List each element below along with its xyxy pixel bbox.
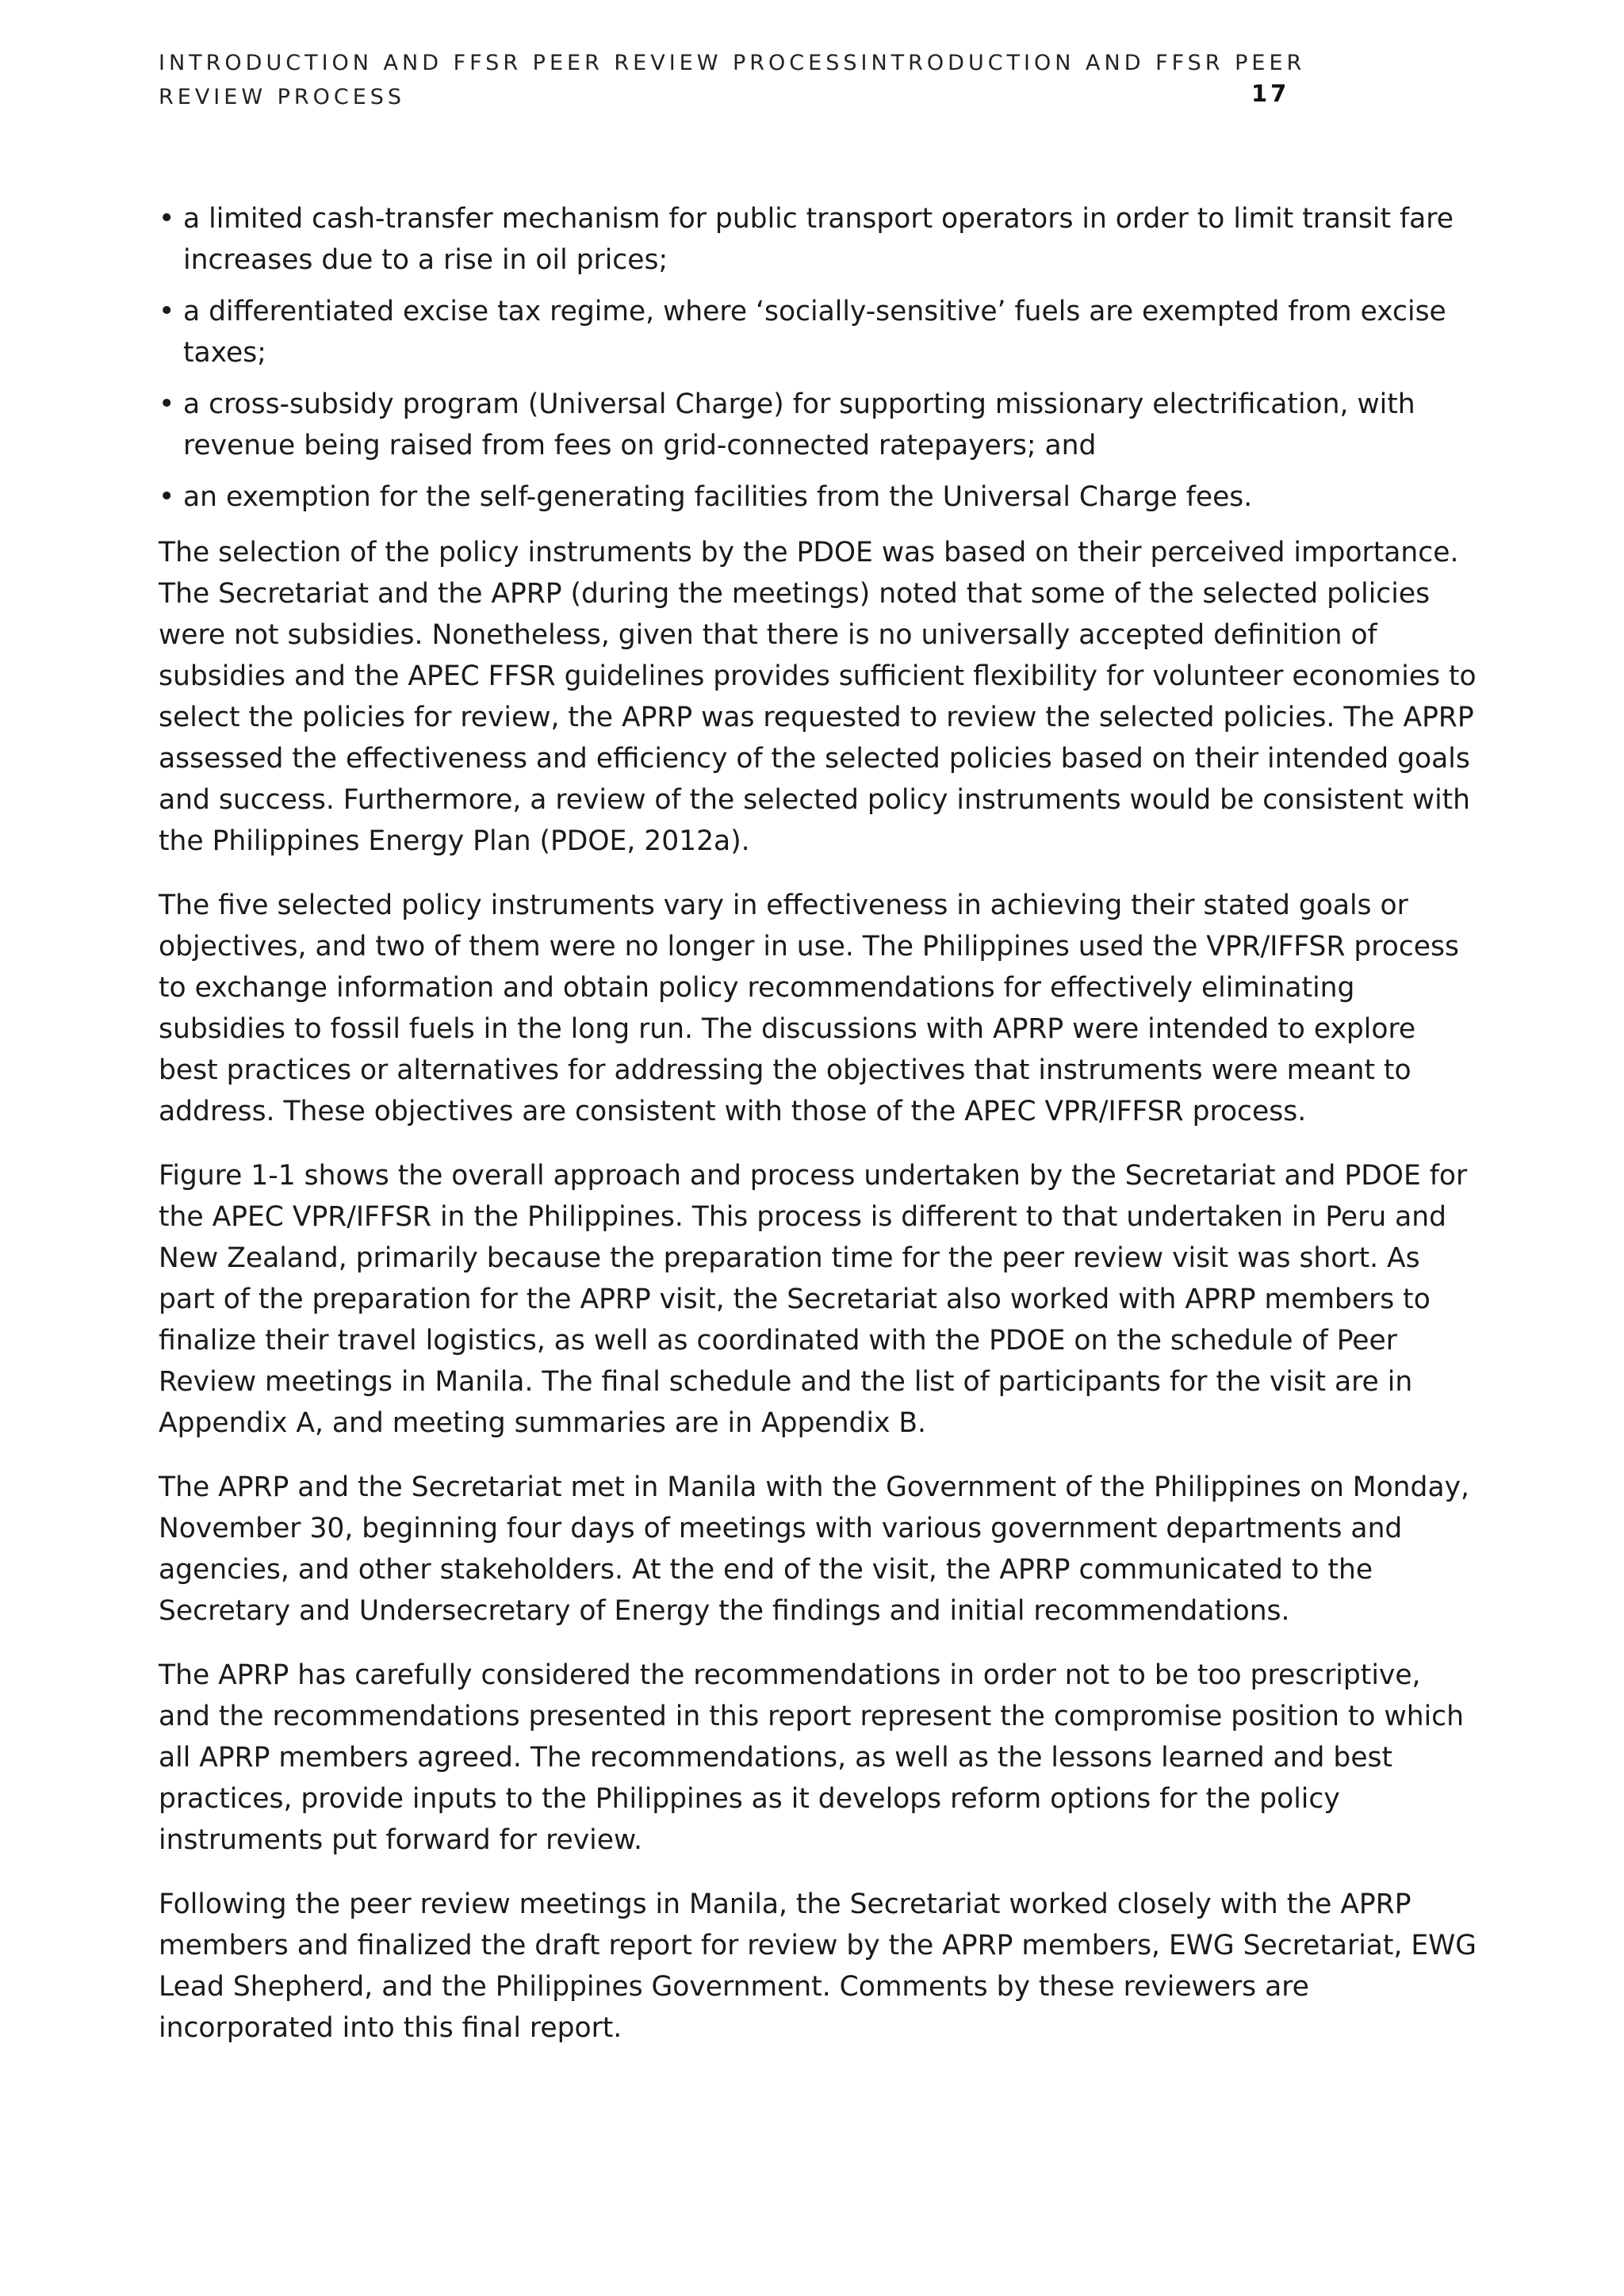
paragraph-final-report: Following the peer review meetings in Manila, the Secretariat worked closely with the APRP members and finalized the draft report for review by the APRP members, EWG Secretariat, EWG Lead Shepherd, and the Philippines Government. Comments by these reviewers are incorporated into this final report. bbox=[159, 1888, 1477, 2044]
bullet-list bbox=[159, 198, 1479, 518]
bullet-item bbox=[159, 198, 1479, 281]
body-content bbox=[159, 198, 1479, 2072]
bullet-item bbox=[159, 384, 1479, 466]
bullet-text: a differentiated excise tax regime, where ‘socially-sensitive’ fuels are exempted from excise taxes; bbox=[183, 296, 1446, 369]
bullet-text: a limited cash-transfer mechanism for public transport operators in order to limit transit fare increases due to a rise in oil prices; bbox=[183, 203, 1454, 276]
paragraph-process-overview: Figure 1-1 shows the overall approach and process undertaken by the Secretariat and PDOE for the APEC VPR/IFFSR in the Philippines. This process is different to that undertaken in Peru and New Zealand, primarily because the preparation time for the peer review visit was short. As part of the preparation for the APRP visit, the Secretariat also worked with APRP members to finalize their travel logistics, as well as coordinated with the PDOE on the schedule of Peer Review meetings in Manila. The final schedule and the list of participants for the visit are in Appendix A, and meeting summaries are in Appendix B. bbox=[159, 1160, 1468, 1439]
paragraph-manila-meetings: The APRP and the Secretariat met in Manila with the Government of the Philippines on Monday, November 30, beginning four days of meetings with various government departments and agencies, and other stakeholders. At the end of the visit, the APRP communicated to the Secretary and Undersecretary of Energy the findings and initial recommendations. bbox=[159, 1471, 1469, 1627]
page-number: 17 bbox=[1251, 80, 1290, 107]
bullet-item bbox=[159, 291, 1479, 373]
bullet-icon: • bbox=[159, 481, 175, 513]
bullet-text: an exemption for the self-generating facilities from the Universal Charge fees. bbox=[183, 481, 1253, 513]
bullet-icon: • bbox=[159, 296, 175, 327]
bullet-text: a cross-subsidy program (Universal Charge) for supporting missionary electrification, with revenue being raised from fees on grid-connected ratepayers; and bbox=[183, 388, 1415, 461]
paragraph-recommendations: The APRP has carefully considered the recommendations in order not to be too prescriptive, and the recommendations presented in this report represent the compromise position to which all APRP members agreed. The recommendations, as well as the lessons learned and best practices, provide inputs to the Philippines as it develops reform options for the policy instruments put forward for review. bbox=[159, 1659, 1465, 1856]
paragraph-instrument-effectiveness: The five selected policy instruments vary in effectiveness in achieving their stated goals or objectives, and two of them were no longer in use. The Philippines used the VPR/IFFSR process to exchange information and obtain policy recommendations for effectively eliminating subsidies to fossil fuels in the long run. The discussions with APRP were intended to explore best practices or alternatives for addressing the objectives that instruments were meant to address. These objectives are consistent with those of the APEC VPR/IFFSR process. bbox=[159, 890, 1459, 1127]
paragraph-policy-selection: The selection of the policy instruments by the PDOE was based on their perceived importance. The Secretariat and the APRP (during the meetings) noted that some of the selected policies were not subsidies. Nonetheless, given that there is no universally accepted definition of subsidies and the APEC FFSR guidelines provides sufficient flexibility for volunteer economies to select the policies for review, the APRP was requested to review the selected policies. The APRP assessed the effectiveness and efficiency of the selected policies based on their intended goals and success. Furthermore, a review of the selected policy instruments would be consistent with the Philippines Energy Plan (PDOE, 2012a). bbox=[159, 537, 1477, 857]
bullet-item bbox=[159, 476, 1479, 518]
bullet-icon: • bbox=[159, 203, 175, 235]
bullet-icon: • bbox=[159, 388, 175, 420]
running-header: INTRODUCTION AND FFSR PEER REVIEW PROCESSINTRODUCTION AND FFSR PEER REVIEW PROCESS bbox=[159, 51, 1306, 109]
